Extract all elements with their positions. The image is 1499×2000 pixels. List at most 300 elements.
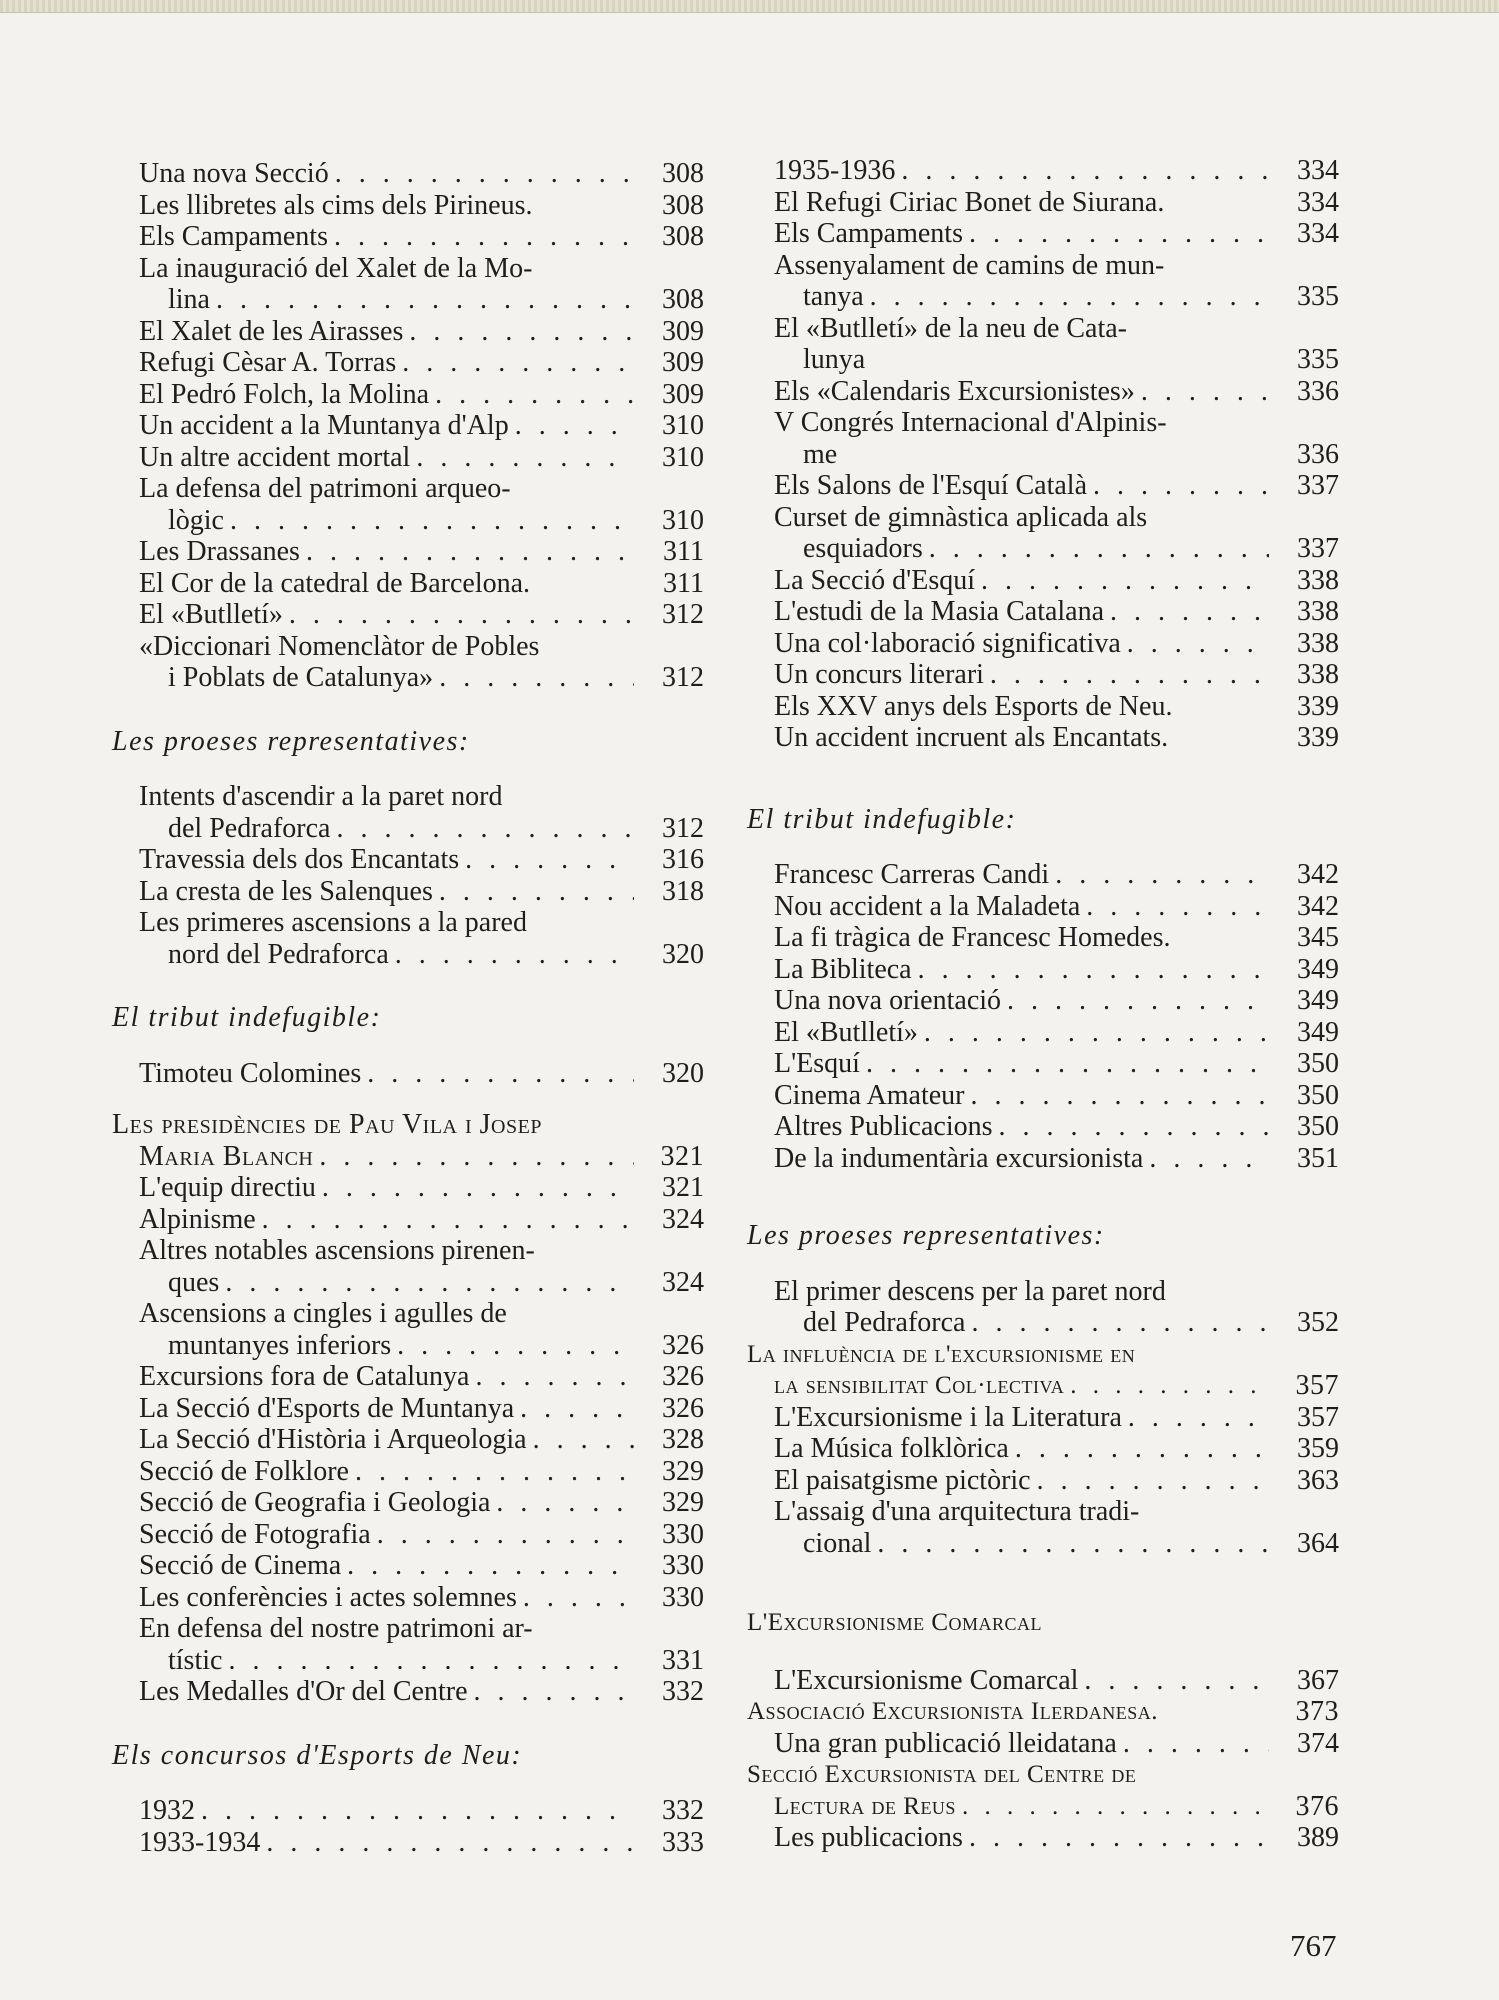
toc-entry[interactable] bbox=[747, 470, 1339, 502]
toc-entry[interactable] bbox=[747, 1111, 1339, 1143]
page-ref: 338 bbox=[1297, 564, 1339, 596]
toc-entry[interactable] bbox=[112, 1456, 704, 1488]
entry-title-line1: Intents d'ascendir a la paret nord bbox=[139, 781, 503, 812]
page-ref: 330 bbox=[662, 1550, 704, 1581]
entry-title: Un altre accident mortal bbox=[139, 441, 411, 473]
toc-entry[interactable] bbox=[747, 1080, 1339, 1112]
entry-title: L'Excursionisme Comarcal bbox=[774, 1664, 1079, 1696]
entry-title: El Xalet de les Airasses bbox=[139, 315, 404, 347]
leader-dots bbox=[1049, 859, 1269, 891]
chapter-heading: L'Excursionisme Comarcal bbox=[747, 1609, 1042, 1636]
toc-entry[interactable] bbox=[112, 813, 704, 845]
chapter-heading-line2: la sensibilitat Col·lectiva bbox=[774, 1372, 1065, 1399]
entry-title-line2: me bbox=[803, 438, 838, 470]
entry-title-line2: cional bbox=[803, 1527, 872, 1559]
chapter-heading-line1: La influència de l'excursionisme en bbox=[747, 1340, 1136, 1368]
leader-dots bbox=[224, 505, 634, 537]
toc-entry[interactable] bbox=[747, 218, 1339, 250]
toc-left-column bbox=[112, 158, 704, 1858]
toc-entry[interactable] bbox=[112, 221, 704, 253]
entry-title: L'Esquí bbox=[774, 1048, 860, 1079]
leader-dots bbox=[330, 813, 634, 845]
entry-title-line1: «Diccionari Nomenclàtor de Pobles bbox=[139, 630, 540, 662]
page-ref: 324 bbox=[662, 1203, 704, 1235]
entry-title-line2: lògic bbox=[168, 504, 224, 536]
toc-entry[interactable] bbox=[747, 1048, 1339, 1080]
entry-title: Refugi Cèsar A. Torras bbox=[139, 347, 397, 378]
toc-entry[interactable] bbox=[747, 1307, 1339, 1339]
leader-dots bbox=[514, 1393, 634, 1425]
leader-dots bbox=[918, 1017, 1269, 1049]
page-ref: 330 bbox=[662, 1518, 704, 1550]
page-ref: 328 bbox=[662, 1424, 704, 1455]
toc-entry[interactable] bbox=[112, 1172, 704, 1204]
page-ref: 350 bbox=[1297, 1079, 1339, 1111]
toc-entry[interactable] bbox=[112, 1676, 704, 1708]
toc-entry[interactable] bbox=[112, 568, 704, 600]
toc-entry[interactable] bbox=[112, 158, 704, 190]
entry-title-line1: El primer descens per la paret nord bbox=[774, 1275, 1166, 1307]
page-ref: 312 bbox=[662, 812, 704, 844]
page-ref: 310 bbox=[662, 441, 704, 473]
page-ref: 329 bbox=[662, 1455, 704, 1487]
leader-dots bbox=[300, 536, 634, 568]
page-ref: 324 bbox=[662, 1266, 704, 1298]
entry-title-line2: muntanyes inferiors bbox=[168, 1329, 392, 1361]
entry-title: La Bibliteca bbox=[774, 953, 912, 985]
toc-entry[interactable] bbox=[747, 1791, 1339, 1823]
toc-entry[interactable] bbox=[747, 1728, 1339, 1760]
leader-dots bbox=[912, 954, 1269, 986]
toc-right-column bbox=[747, 155, 1339, 1854]
leader-dots bbox=[1009, 1433, 1269, 1465]
leader-dots bbox=[923, 533, 1269, 565]
entry-title-line1: En defensa del nostre patrimoni ar- bbox=[139, 1613, 533, 1644]
page-ref: 310 bbox=[662, 504, 704, 536]
entry-title: La fi tràgica de Francesc Homedes. bbox=[774, 922, 1171, 953]
leader-dots bbox=[1135, 376, 1269, 408]
leader-dots bbox=[965, 1080, 1269, 1112]
leader-dots bbox=[349, 1456, 634, 1488]
section-heading: El tribut indefugible: bbox=[112, 1002, 382, 1033]
entry-title: Secció de Fotografia bbox=[139, 1518, 371, 1550]
entry-title: Els Salons de l'Esquí Català bbox=[774, 470, 1088, 501]
page-ref: 312 bbox=[662, 599, 704, 630]
toc-entry[interactable] bbox=[747, 1465, 1339, 1497]
leader-dots bbox=[956, 1791, 1269, 1823]
entry-title: La Secció d'Esports de Muntanya bbox=[139, 1392, 515, 1424]
toc-entry[interactable] bbox=[112, 1645, 704, 1677]
entry-title-line2: i Poblats de Catalunya» bbox=[168, 662, 434, 693]
leader-dots bbox=[361, 1058, 634, 1090]
leader-dots bbox=[222, 1645, 634, 1677]
entry-title: La cresta de les Salenques bbox=[139, 875, 433, 907]
page-ref: 308 bbox=[662, 189, 704, 221]
entry-title: Les Drassanes bbox=[139, 536, 300, 567]
entry-title-line1: La inauguració del Xalet de la Mo- bbox=[139, 252, 533, 284]
toc-entry[interactable] bbox=[747, 376, 1339, 408]
page-ref: 357 bbox=[1297, 1401, 1339, 1433]
entry-title: Travessia dels dos Encantats bbox=[139, 844, 460, 875]
leader-dots bbox=[984, 659, 1269, 691]
page-ref: 376 bbox=[1295, 1790, 1339, 1822]
leader-dots bbox=[1117, 1728, 1269, 1760]
entry-title: Altres Publicacions bbox=[774, 1111, 993, 1142]
leader-dots bbox=[975, 565, 1269, 597]
toc-entry[interactable] bbox=[747, 1143, 1339, 1175]
toc-entry[interactable] bbox=[747, 155, 1339, 187]
page-ref: 321 bbox=[662, 1172, 704, 1203]
page-ref: 345 bbox=[1297, 922, 1339, 953]
leader-dots bbox=[429, 379, 634, 411]
leader-dots bbox=[396, 347, 634, 379]
entry-title-line1: Curset de gimnàstica aplicada als bbox=[774, 501, 1148, 533]
toc-entry[interactable] bbox=[747, 1370, 1339, 1402]
toc-entry[interactable] bbox=[112, 1582, 704, 1614]
entry-title: La Música folklòrica bbox=[774, 1433, 1009, 1464]
toc-entry[interactable] bbox=[112, 1487, 704, 1519]
page-edge bbox=[0, 0, 1499, 13]
page-ref: 332 bbox=[662, 1676, 704, 1707]
page-ref: 320 bbox=[662, 1057, 704, 1089]
entry-title: Nou accident a la Maladeta bbox=[774, 890, 1081, 922]
entry-title: La Secció d'Esquí bbox=[774, 564, 975, 596]
page-ref: 321 bbox=[660, 1140, 704, 1172]
chapter-heading-line1: Les presidències de Pau Vila i Josep bbox=[112, 1109, 542, 1140]
section-heading: El tribut indefugible: bbox=[747, 803, 1017, 835]
leader-dots bbox=[391, 1330, 634, 1362]
page-ref: 316 bbox=[662, 844, 704, 875]
entry-title-line2: nord del Pedraforca bbox=[168, 938, 389, 970]
entry-title: Una nova Secció bbox=[139, 158, 329, 189]
page-ref: 339 bbox=[1297, 690, 1339, 722]
entry-title: Timoteu Colomines bbox=[139, 1057, 362, 1089]
page-ref: 349 bbox=[1297, 985, 1339, 1016]
entry-title: Secció de Folklore bbox=[139, 1455, 349, 1487]
leader-dots bbox=[993, 1111, 1269, 1143]
entry-title: Una nova orientació bbox=[774, 985, 1002, 1016]
entry-title-line1: V Congrés Internacional d'Alpinis- bbox=[774, 407, 1167, 438]
entry-title-line2: lunya bbox=[803, 344, 866, 375]
entry-title: Els XXV anys dels Esports de Neu. bbox=[774, 690, 1173, 722]
page-ref: 326 bbox=[662, 1361, 704, 1392]
page-ref: 311 bbox=[663, 536, 704, 567]
leader-dots bbox=[433, 662, 634, 694]
toc-entry[interactable] bbox=[112, 1141, 704, 1173]
page-ref: 367 bbox=[1297, 1664, 1339, 1696]
entry-title-line2: tanya bbox=[803, 281, 864, 312]
toc-entry[interactable] bbox=[112, 662, 704, 694]
leader-dots bbox=[963, 218, 1269, 250]
toc-entry[interactable] bbox=[112, 1361, 704, 1393]
leader-dots bbox=[1143, 1143, 1269, 1175]
page-ref: 326 bbox=[662, 1392, 704, 1424]
toc-entry[interactable] bbox=[747, 1017, 1339, 1049]
toc-entry[interactable] bbox=[112, 536, 704, 568]
entry-title-line2: del Pedraforca bbox=[803, 1307, 966, 1338]
section-heading: Les proeses representatives: bbox=[112, 725, 470, 757]
entry-title: Els Campaments bbox=[139, 221, 328, 252]
page-ref: 336 bbox=[1297, 438, 1339, 470]
toc-entry[interactable] bbox=[112, 1267, 704, 1299]
page-ref: 332 bbox=[662, 1795, 704, 1826]
toc-entry[interactable] bbox=[112, 1393, 704, 1425]
entry-title-line1: Ascensions a cingles i agulles de bbox=[139, 1298, 507, 1329]
leader-dots bbox=[895, 155, 1269, 187]
section-heading: Les proeses representatives: bbox=[747, 1220, 1105, 1251]
leader-dots bbox=[1087, 470, 1269, 502]
leader-dots bbox=[316, 1172, 634, 1204]
toc-entry[interactable] bbox=[747, 891, 1339, 923]
page-ref: 338 bbox=[1297, 659, 1339, 690]
page-ref: 334 bbox=[1297, 186, 1339, 218]
page-ref: 352 bbox=[1297, 1307, 1339, 1338]
entry-title: Les publicacions bbox=[774, 1822, 963, 1853]
leader-dots bbox=[210, 284, 634, 316]
page-ref: 311 bbox=[663, 567, 704, 599]
leader-dots bbox=[1080, 891, 1269, 923]
leader-dots bbox=[459, 844, 634, 876]
page-ref: 364 bbox=[1297, 1527, 1339, 1559]
page-ref: 359 bbox=[1297, 1433, 1339, 1464]
toc-entry[interactable] bbox=[112, 316, 704, 348]
leader-dots bbox=[1001, 985, 1269, 1017]
toc-entry[interactable] bbox=[747, 1528, 1339, 1560]
entry-title-line2: del Pedraforca bbox=[168, 812, 331, 844]
toc-entry[interactable] bbox=[112, 347, 704, 379]
leader-dots bbox=[403, 316, 634, 348]
page-ref: 335 bbox=[1297, 344, 1339, 375]
leader-dots bbox=[1031, 1465, 1269, 1497]
leader-dots bbox=[1064, 1370, 1269, 1402]
page-ref: 310 bbox=[662, 410, 704, 441]
page-ref: 342 bbox=[1297, 890, 1339, 922]
toc-entry[interactable] bbox=[747, 1696, 1339, 1728]
entry-title: Un accident incruent als Encantats. bbox=[774, 722, 1169, 753]
leader-dots bbox=[509, 410, 634, 442]
entry-title: L'Excursionisme i la Literatura bbox=[774, 1401, 1122, 1433]
toc-entry[interactable] bbox=[747, 722, 1339, 754]
entry-title-line2: ques bbox=[168, 1266, 220, 1298]
entry-title: El «Butlletí» bbox=[774, 1016, 918, 1048]
entry-title: Els Campaments bbox=[774, 218, 963, 249]
leader-dots bbox=[410, 442, 634, 474]
toc-entry[interactable] bbox=[112, 1827, 704, 1859]
entry-title: Secció de Geografia i Geologia bbox=[139, 1487, 491, 1518]
page-ref: 350 bbox=[1297, 1111, 1339, 1142]
toc-entry[interactable] bbox=[112, 505, 704, 537]
entry-title: 1933-1934 bbox=[139, 1826, 261, 1858]
toc-entry[interactable] bbox=[112, 284, 704, 316]
toc-entry[interactable] bbox=[747, 859, 1339, 891]
toc-entry[interactable] bbox=[747, 1822, 1339, 1854]
toc-entry[interactable] bbox=[747, 954, 1339, 986]
page-ref: 363 bbox=[1297, 1464, 1339, 1496]
leader-dots bbox=[260, 1827, 634, 1859]
leader-dots bbox=[1121, 628, 1269, 660]
toc-entry[interactable] bbox=[112, 1058, 704, 1090]
toc-entry[interactable] bbox=[747, 922, 1339, 954]
entry-title: Una gran publicació lleidatana bbox=[774, 1727, 1117, 1759]
toc-entry[interactable] bbox=[112, 599, 704, 631]
page-ref: 318 bbox=[662, 875, 704, 907]
page-ref: 335 bbox=[1297, 281, 1339, 312]
entry-title-line2: esquiadors bbox=[803, 533, 923, 564]
chapter-heading-line1: Secció Excursionista del Centre de bbox=[747, 1761, 1137, 1788]
toc-entry[interactable] bbox=[747, 596, 1339, 628]
page-ref: 308 bbox=[662, 221, 704, 252]
leader-dots bbox=[283, 599, 634, 631]
entry-title: 1935-1936 bbox=[774, 155, 896, 186]
page-ref: 374 bbox=[1297, 1727, 1339, 1759]
page-ref: 334 bbox=[1297, 218, 1339, 249]
toc-entry[interactable] bbox=[747, 187, 1339, 219]
entry-title: El Pedró Folch, la Molina bbox=[139, 378, 430, 410]
leader-dots bbox=[864, 281, 1269, 313]
entry-title: Les conferències i actes solemnes bbox=[139, 1581, 517, 1613]
page-ref: 309 bbox=[662, 315, 704, 347]
entry-title: Secció de Cinema bbox=[139, 1550, 342, 1581]
page-ref: 337 bbox=[1297, 533, 1339, 564]
entry-title: Francesc Carreras Candi bbox=[774, 859, 1050, 890]
entry-title: Un accident a la Muntanya d'Alp bbox=[139, 410, 509, 441]
leader-dots bbox=[1122, 1402, 1269, 1434]
toc-entry[interactable] bbox=[112, 844, 704, 876]
toc-entry[interactable] bbox=[112, 190, 704, 222]
page-ref: 309 bbox=[662, 378, 704, 410]
toc-entry[interactable] bbox=[747, 1402, 1339, 1434]
toc-entry[interactable] bbox=[747, 985, 1339, 1017]
toc-entry[interactable] bbox=[747, 628, 1339, 660]
entry-title: Excursions fora de Catalunya bbox=[139, 1361, 470, 1392]
leader-dots bbox=[313, 1141, 634, 1173]
leader-dots bbox=[341, 1550, 634, 1582]
chapter-heading-line2: Maria Blanch bbox=[139, 1140, 314, 1172]
chapter-heading: Associació Excursionista Ilerdanesa. bbox=[747, 1698, 1158, 1725]
page-ref: 331 bbox=[662, 1644, 704, 1676]
leader-dots bbox=[371, 1519, 634, 1551]
page-ref: 309 bbox=[662, 347, 704, 378]
page-ref: 333 bbox=[662, 1826, 704, 1858]
toc-entry[interactable] bbox=[747, 1665, 1339, 1697]
page-ref: 389 bbox=[1297, 1822, 1339, 1853]
entry-title: La Secció d'Història i Arqueologia bbox=[139, 1424, 527, 1455]
toc-entry[interactable] bbox=[747, 565, 1339, 597]
page-ref: 308 bbox=[662, 158, 704, 189]
page-ref: 338 bbox=[1297, 596, 1339, 627]
toc-entry[interactable] bbox=[112, 876, 704, 908]
entry-title: El Refugi Ciriac Bonet de Siurana. bbox=[774, 186, 1165, 218]
leader-dots bbox=[468, 1676, 635, 1708]
toc-entry[interactable] bbox=[112, 939, 704, 971]
toc-entry[interactable] bbox=[747, 439, 1339, 471]
leader-dots bbox=[328, 221, 634, 253]
page-ref: 349 bbox=[1297, 1016, 1339, 1048]
leader-dots bbox=[871, 1528, 1269, 1560]
entry-title: Un concurs literari bbox=[774, 659, 984, 690]
entry-title: L'equip directiu bbox=[139, 1172, 316, 1203]
page-ref: 349 bbox=[1297, 953, 1339, 985]
leader-dots bbox=[329, 158, 634, 190]
entry-title: Cinema Amateur bbox=[774, 1079, 965, 1111]
entry-title-line1: Assenyalament de camins de mun- bbox=[774, 249, 1165, 281]
leader-dots bbox=[1104, 596, 1269, 628]
page-ref: 320 bbox=[662, 938, 704, 970]
entry-title-line1: El «Butlletí» de la neu de Cata- bbox=[774, 312, 1128, 344]
toc-entry[interactable] bbox=[747, 533, 1339, 565]
entry-title: L'estudi de la Masia Catalana bbox=[774, 596, 1105, 627]
page-ref: 329 bbox=[662, 1487, 704, 1518]
leader-dots bbox=[195, 1795, 634, 1827]
page-ref: 357 bbox=[1295, 1370, 1339, 1401]
entry-title: El paisatgisme pictòric bbox=[774, 1464, 1031, 1496]
toc-entry[interactable] bbox=[112, 410, 704, 442]
leader-dots bbox=[965, 1307, 1269, 1339]
toc-entry[interactable] bbox=[112, 1424, 704, 1456]
toc-entry[interactable] bbox=[112, 1519, 704, 1551]
page-ref: 330 bbox=[662, 1581, 704, 1613]
toc-entry[interactable] bbox=[112, 379, 704, 411]
entry-title-line1: Les primeres ascensions a la pared bbox=[139, 907, 527, 938]
toc-entry[interactable] bbox=[747, 344, 1339, 376]
entry-title-line1: La defensa del patrimoni arqueo- bbox=[139, 473, 511, 504]
page-ref: 373 bbox=[1295, 1696, 1339, 1727]
entry-title-line1: L'assaig d'una arquitectura tradi- bbox=[774, 1496, 1140, 1527]
page-number: 767 bbox=[1290, 1928, 1337, 1963]
entry-title-line2: tístic bbox=[168, 1644, 223, 1676]
page-ref: 308 bbox=[662, 284, 704, 315]
toc-entry[interactable] bbox=[747, 281, 1339, 313]
entry-title: De la indumentària excursionista bbox=[774, 1142, 1144, 1174]
leader-dots bbox=[490, 1487, 634, 1519]
leader-dots bbox=[963, 1822, 1269, 1854]
toc-entry[interactable] bbox=[747, 659, 1339, 691]
toc-entry[interactable] bbox=[112, 1795, 704, 1827]
page-ref: 350 bbox=[1297, 1048, 1339, 1079]
toc-entry[interactable] bbox=[747, 1433, 1339, 1465]
leader-dots bbox=[433, 876, 634, 908]
entry-title: Alpinisme bbox=[139, 1203, 256, 1235]
page-ref: 312 bbox=[662, 662, 704, 693]
toc-entry[interactable] bbox=[747, 691, 1339, 723]
entry-title: Les Medalles d'Or del Centre bbox=[139, 1676, 468, 1707]
page-ref: 337 bbox=[1297, 470, 1339, 501]
toc-entry[interactable] bbox=[112, 1550, 704, 1582]
entry-title-line1: Altres notables ascensions pirenen- bbox=[139, 1235, 535, 1266]
entry-title: El «Butlletí» bbox=[139, 599, 283, 630]
entry-title: Les llibretes als cims dels Pirineus. bbox=[139, 189, 533, 221]
page-ref: 334 bbox=[1297, 155, 1339, 186]
entry-title: 1932 bbox=[139, 1795, 195, 1826]
toc-entry[interactable] bbox=[112, 442, 704, 474]
leader-dots bbox=[860, 1048, 1269, 1080]
leader-dots bbox=[219, 1267, 634, 1299]
toc-entry[interactable] bbox=[112, 1330, 704, 1362]
page-ref: 326 bbox=[662, 1329, 704, 1361]
leader-dots bbox=[527, 1424, 634, 1456]
page-ref: 342 bbox=[1297, 859, 1339, 890]
chapter-heading-line2: Lectura de Reus bbox=[774, 1792, 956, 1820]
leader-dots bbox=[517, 1582, 634, 1614]
leader-dots bbox=[256, 1204, 634, 1236]
entry-title: Els «Calendaris Excursionistes» bbox=[774, 375, 1135, 407]
leader-dots bbox=[469, 1361, 634, 1393]
toc-entry[interactable] bbox=[112, 1204, 704, 1236]
section-heading: Els concursos d'Esports de Neu: bbox=[112, 1739, 523, 1771]
page-ref: 336 bbox=[1297, 375, 1339, 407]
entry-title: Una col·laboració significativa bbox=[774, 627, 1121, 659]
leader-dots bbox=[1078, 1665, 1269, 1697]
